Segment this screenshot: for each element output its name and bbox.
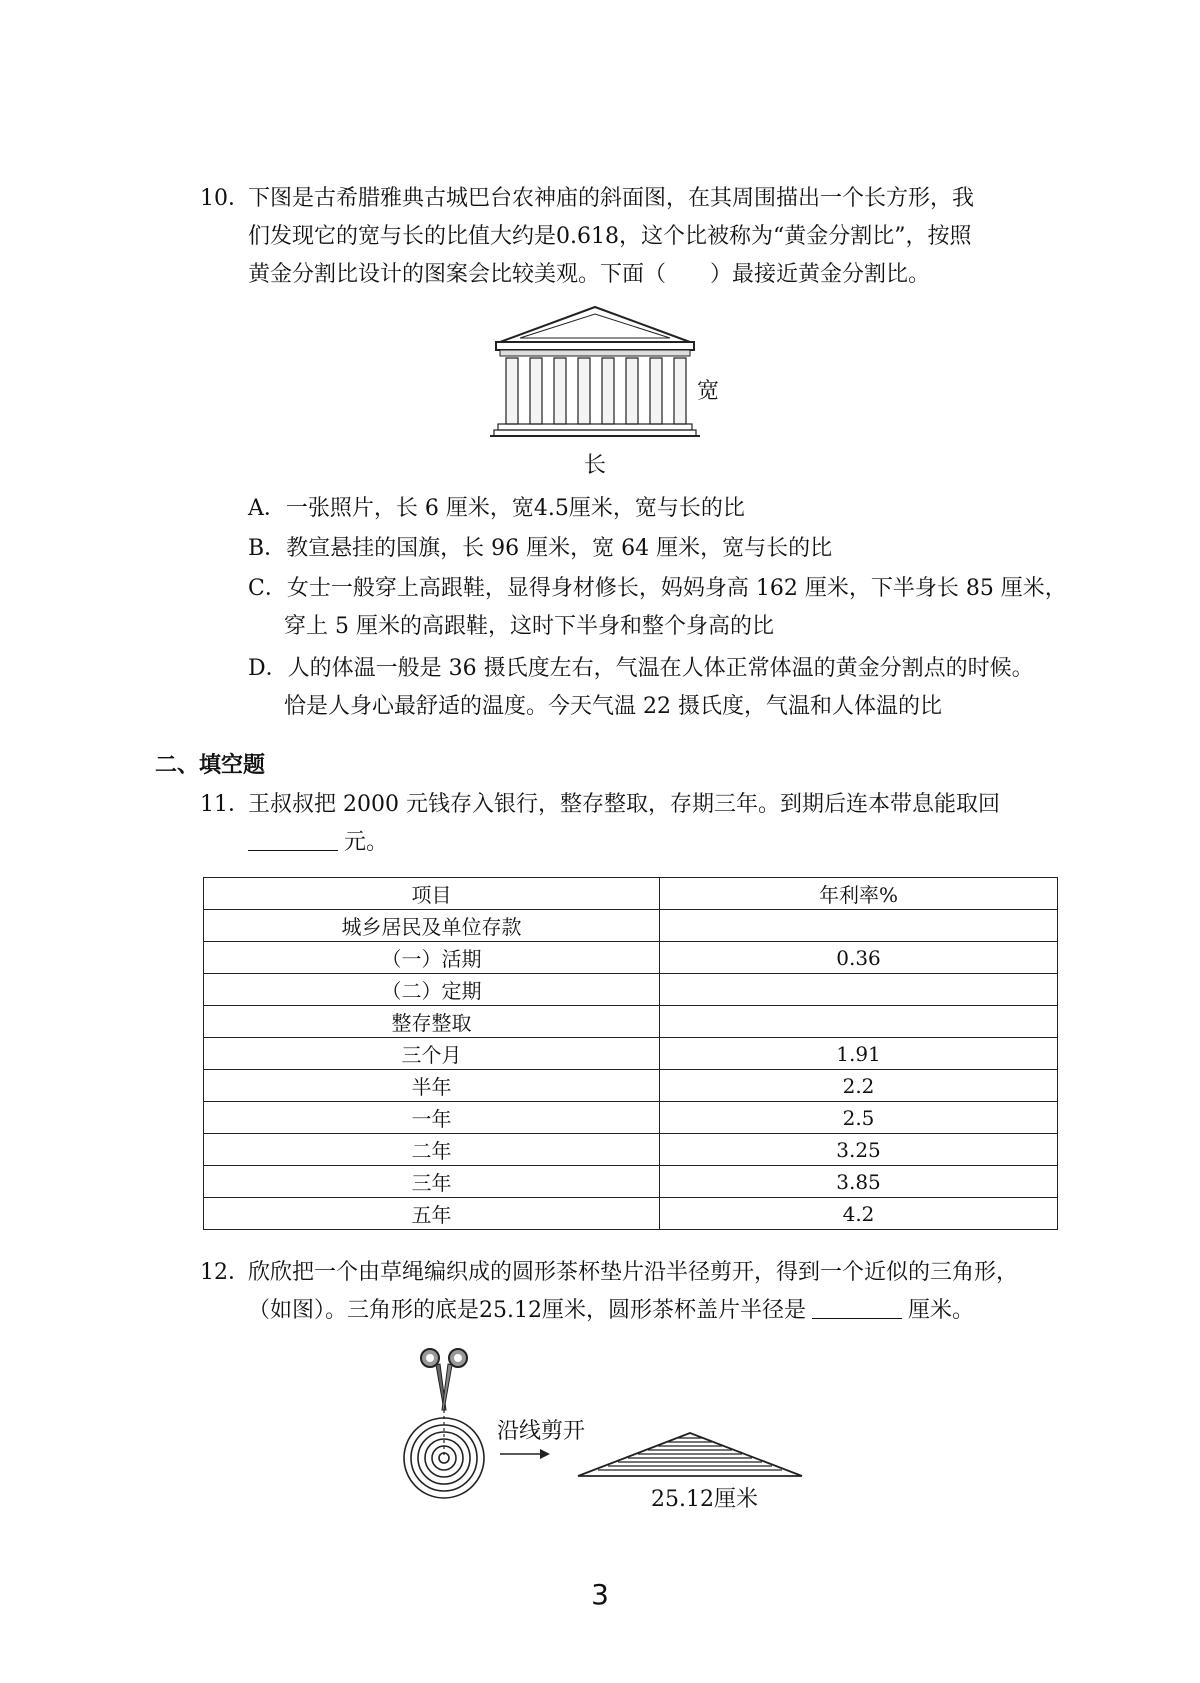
table-cell (660, 910, 1058, 942)
option-letter: A． (248, 496, 286, 521)
table-cell: 三年 (204, 1166, 660, 1198)
page-number: 3 (591, 1578, 609, 1611)
table-row (204, 910, 1058, 942)
question-text: （如图）。三角形的底是25.12厘米，圆形茶杯盖片半径是 (248, 1298, 806, 1323)
table-cell: 三个月 (204, 1038, 660, 1070)
table-cell: 3.85 (660, 1166, 1058, 1198)
question-12 (200, 1254, 1060, 1330)
table-cell (660, 974, 1058, 1006)
table-header: 项目 (204, 878, 660, 910)
question-text-line (200, 824, 1060, 862)
question-text-line (200, 1292, 1060, 1330)
question-number: 10． (200, 186, 250, 211)
option-c (248, 570, 1078, 646)
answer-blank[interactable] (248, 826, 338, 851)
section-title: 二、填空题 (155, 753, 266, 778)
option-text: 恰是人身心最舒适的温度。今天气温 22 摄氏度，气温和人体温的比 (284, 694, 942, 719)
table-row (204, 942, 1058, 974)
question-11 (200, 786, 1060, 862)
table-cell: 3.25 (660, 1134, 1058, 1166)
option-text: 穿上 5 厘米的高跟鞋，这时下半身和整个身高的比 (284, 614, 774, 639)
option-letter: B． (248, 536, 287, 561)
question-10 (200, 180, 1060, 294)
option-b (248, 530, 1078, 568)
table-row (204, 1070, 1058, 1102)
question-number: 11． (200, 792, 250, 817)
interest-rate-table (203, 877, 1058, 1230)
option-d (248, 650, 1078, 726)
table-cell: （一）活期 (204, 942, 660, 974)
table-header: 年利率% (660, 878, 1058, 910)
scissors-icon (421, 1349, 467, 1410)
table-row (204, 1134, 1058, 1166)
table-row (204, 1166, 1058, 1198)
option-letter: C． (248, 576, 287, 601)
question-text-line: 王叔叔把 2000 元钱存入银行，整存整取，存期三年。到期后连本带息能取回 (248, 792, 1000, 817)
option-text: 人的体温一般是 36 摄氏度左右，气温在人体正常体温的黄金分割点的时候。 (287, 656, 1034, 681)
table-row (204, 1006, 1058, 1038)
option-letter: D． (248, 656, 288, 681)
table-row (204, 1198, 1058, 1230)
table-cell: 五年 (204, 1198, 660, 1230)
table-cell: 2.2 (660, 1070, 1058, 1102)
option-text: 一张照片，长 6 厘米，宽4.5厘米，宽与长的比 (285, 496, 745, 521)
table-cell: 0.36 (660, 942, 1058, 974)
answer-blank[interactable] (812, 1294, 902, 1319)
option-text: 女士一般穿上高跟鞋，显得身材修长，妈妈身高 162 厘米，下半身长 85 厘米， (286, 576, 1067, 601)
parthenon-figure (490, 302, 700, 452)
table-row (204, 1038, 1058, 1070)
question-text-line: 欣欣把一个由草绳编织成的圆形茶杯垫片沿半径剪开，得到一个近似的三角形， (248, 1260, 1019, 1285)
table-cell: 二年 (204, 1134, 660, 1166)
table-row (204, 1102, 1058, 1134)
question-text-line: 黄金分割比设计的图案会比较美观。下面（ ）最接近黄金分割比。 (248, 262, 931, 287)
table-cell: 半年 (204, 1070, 660, 1102)
question-text-line: 们发现它的宽与长的比值大约是0.618，这个比被称为“黄金分割比”，按照 (248, 224, 972, 249)
base-length-label: 25.12厘米 (651, 1487, 758, 1512)
unit-text: 厘米。 (907, 1298, 974, 1323)
table-row (204, 974, 1058, 1006)
option-a (248, 490, 1078, 528)
width-label: 宽 (697, 379, 720, 404)
unit-text: 元。 (344, 830, 389, 855)
question-number: 12． (200, 1260, 250, 1285)
table-cell (660, 1006, 1058, 1038)
table-cell: 2.5 (660, 1102, 1058, 1134)
table-cell: 一年 (204, 1102, 660, 1134)
table-cell: 城乡居民及单位存款 (204, 910, 660, 942)
triangle-figure (575, 1430, 805, 1480)
table-header-row (204, 878, 1058, 910)
table-cell: 1.91 (660, 1038, 1058, 1070)
option-text: 教宣悬挂的国旗，长 96 厘米，宽 64 厘米，宽与长的比 (286, 536, 833, 561)
cut-label: 沿线剪开 (497, 1419, 586, 1444)
table-cell: 整存整取 (204, 1006, 660, 1038)
length-label: 长 (584, 453, 607, 478)
table-cell: （二）定期 (204, 974, 660, 1006)
arrow-icon (500, 1448, 550, 1460)
table-cell: 4.2 (660, 1198, 1058, 1230)
question-text-line: 下图是古希腊雅典古城巴台农神庙的斜面图，在其周围描出一个长方形，我 (248, 186, 975, 211)
